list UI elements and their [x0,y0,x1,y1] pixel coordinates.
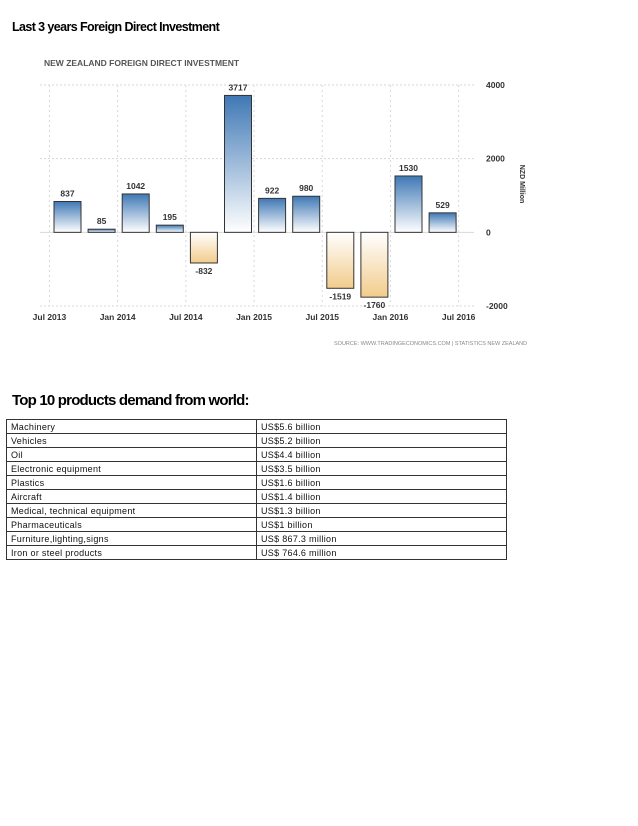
x-tick-label: Jul 2014 [169,312,203,322]
product-value-cell: US$1.4 billion [257,490,507,504]
product-value-cell: US$ 867.3 million [257,532,507,546]
bar [395,176,422,232]
table-row [7,420,507,434]
product-value-cell: US$1.3 billion [257,504,507,518]
x-tick-label: Jul 2016 [441,312,476,322]
bar-value-label: -832 [195,265,213,276]
product-value-cell: US$ 764.6 million [257,546,507,560]
bar [122,194,149,232]
x-tick-label: Jan 2015 [236,312,273,322]
product-name-cell: Vehicles [7,434,257,448]
bar [156,225,183,232]
bar-value-label: 195 [162,212,177,223]
y-axis-unit-label: NZD Million [518,164,525,204]
x-tick-label: Jan 2014 [99,312,136,322]
product-value-cell: US$5.2 billion [257,434,507,448]
bar [190,232,217,263]
table-row [7,546,507,560]
bar-value-label: -1760 [363,300,386,311]
bar-value-label: 85 [96,216,107,227]
bar-value-label: 837 [60,188,75,199]
product-value-cell: US$3.5 billion [257,462,507,476]
y-tick-label: 2000 [486,153,505,164]
table-row [7,448,507,462]
product-name-cell: Machinery [7,420,257,434]
bar-value-label: 1042 [126,180,146,191]
product-value-cell: US$5.6 billion [257,420,507,434]
x-tick-label: Jan 2016 [372,312,409,322]
bar-value-label: 529 [435,199,450,210]
bar [361,232,388,297]
y-tick-label: -2000 [486,301,508,311]
y-tick-label: 0 [486,227,491,238]
fdi-chart-svg [32,52,528,352]
bar-value-label: -1519 [329,291,352,302]
products-table-body [7,420,507,560]
chart-title: NEW ZEALAND FOREIGN DIRECT INVESTMENT [44,58,240,68]
bar [429,213,456,232]
table-row [7,532,507,546]
chart-source: SOURCE: WWW.TRADINGECONOMICS.COM | STATISTICS NEW ZEALAND [334,341,528,347]
product-name-cell: Electronic equipment [7,462,257,476]
product-name-cell: Iron or steel products [7,546,257,560]
table-row [7,518,507,532]
chart-bars [54,95,456,297]
product-name-cell: Oil [7,448,257,462]
bar [293,196,320,232]
table-row [7,476,507,490]
product-value-cell: US$1 billion [257,518,507,532]
bar [54,202,81,233]
table-row [7,504,507,518]
product-name-cell: Plastics [7,476,257,490]
y-tick-label: 4000 [486,80,505,90]
table-row [7,434,507,448]
bar-value-label: 3717 [228,82,248,93]
fdi-heading: Last 3 years Foreign Direct Investment [12,20,220,34]
table-row [7,490,507,504]
fdi-chart [32,52,528,352]
products-heading: Top 10 products demand from world: [12,392,249,409]
product-name-cell: Medical, technical equipment [7,504,257,518]
product-value-cell: US$1.6 billion [257,476,507,490]
bar [259,198,286,232]
bar [88,229,115,232]
bar [225,95,252,232]
products-table [6,419,507,560]
bar-value-label: 922 [265,185,280,196]
product-name-cell: Aircraft [7,490,257,504]
bar-value-label: 980 [299,183,314,194]
product-value-cell: US$4.4 billion [257,448,507,462]
x-tick-label: Jul 2015 [305,312,340,322]
table-row [7,462,507,476]
x-tick-label: Jul 2013 [32,312,67,322]
bar [327,232,354,288]
product-name-cell: Pharmaceuticals [7,518,257,532]
product-name-cell: Furniture,lighting,signs [7,532,257,546]
bar-value-label: 1530 [399,162,418,173]
